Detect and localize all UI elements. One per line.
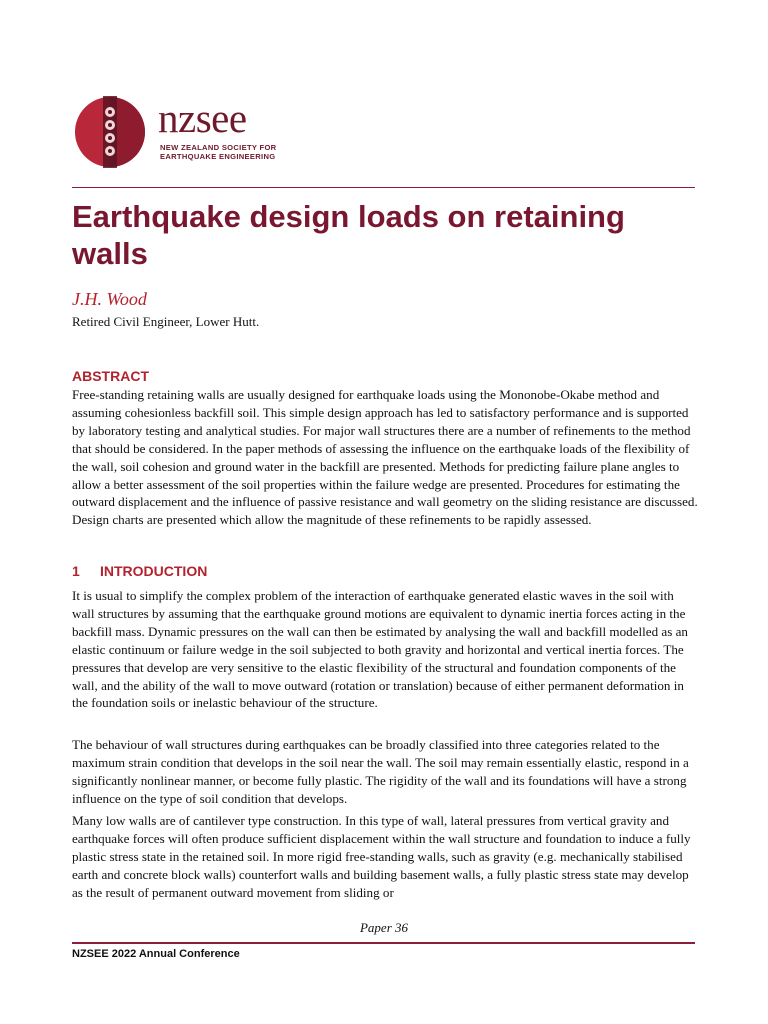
author-affiliation: Retired Civil Engineer, Lower Hutt. [72,314,260,329]
intro-paragraph-3: Many low walls are of cantilever type construction. In this type of wall, lateral pressures from vertical gravity and earthquake forces will often produce sufficient displacement within the wall structure and foundation to induce a fully plastic stress state in the retained soil. In more rigid free-standing walls, such as gravity (e.g. mechanically stabilised earth and concrete block walls) counterfort walls and building basement walls, a fully plastic stress state may develop as the result of permanent outward movement from sliding or [72,813,691,900]
intro-paragraph-2: The behaviour of wall structures during earthquakes can be broadly classified into three categories related to the maximum strain condition that develops in the soil near the wall. The soil may remain essentially elastic, respond in a significantly nonlinear manner, or become fully plastic. The rigidity of the wall and its foundations will have a strong influence on the type of soil condition that develops. [72,737,689,806]
intro-paragraph-1: It is usual to simplify the complex problem of the interaction of earthquake generated elastic waves in the soil with wall structures by assuming that the earthquake ground motions are equivalent to dynamic inertia forces acting in the backfill mass. Dynamic pressures on the wall can then be estimated by analysing the wall and backfill modelled as an elastic continuum or failure wedge in the soil subjected to both gravity and horizontal and vertical inertia forces. The pressures that develop are very sensitive to the elastic flexibility of the structural and foundation components of the wall, and the ability of the wall to move outward (rotation or translation) because of either permanent deformation in the foundation soils or inelastic behaviour of the structure. [72,588,688,711]
paper-number: Paper 36 [359,920,409,935]
brand-subtitle-line1: NEW ZEALAND SOCIETY FOR [160,143,277,152]
nzsee-emblem-icon [74,94,148,170]
author-name: J.H. Wood [72,289,147,309]
brand-subtitle-line2: EARTHQUAKE ENGINEERING [160,152,276,161]
brand-wordmark: nzsee [158,95,247,141]
section-title: INTRODUCTION [100,563,208,579]
footer-divider [72,942,695,944]
paper-title: Earthquake design loads on retaining walls [72,199,625,271]
conference-name: NZSEE 2022 Annual Conference [72,948,240,960]
abstract-text: Free-standing retaining walls are usually designed for earthquake loads using the Mononobe-Okabe method and assuming cohesionless backfill soil. This simple design approach has led to satisfactory performance and is supported by laboratory testing and analytical studies. For major wall structures there are a number of refinements to the method that should be considered. In the paper methods of assessing the influence on the earthquake loads of the flexibility of the wall, soil cohesion and ground water in the backfill are presented. Methods for predicting failure plane angles to allow a better assessment of the soil properties within the failure wedge are presented. Procedures for estimating the outward displacement and the influence of passive resistance and wall geometry on the sliding resistance are discussed. Design charts are presented which allow the magnitude of these refinements to be rapidly assessed. [72,387,698,528]
header-divider [72,187,695,188]
abstract-heading: ABSTRACT [72,368,149,384]
nzsee-logo [74,94,294,174]
section-number: 1 [72,563,80,579]
brand-subtitle [160,143,276,161]
introduction-heading [72,563,207,579]
